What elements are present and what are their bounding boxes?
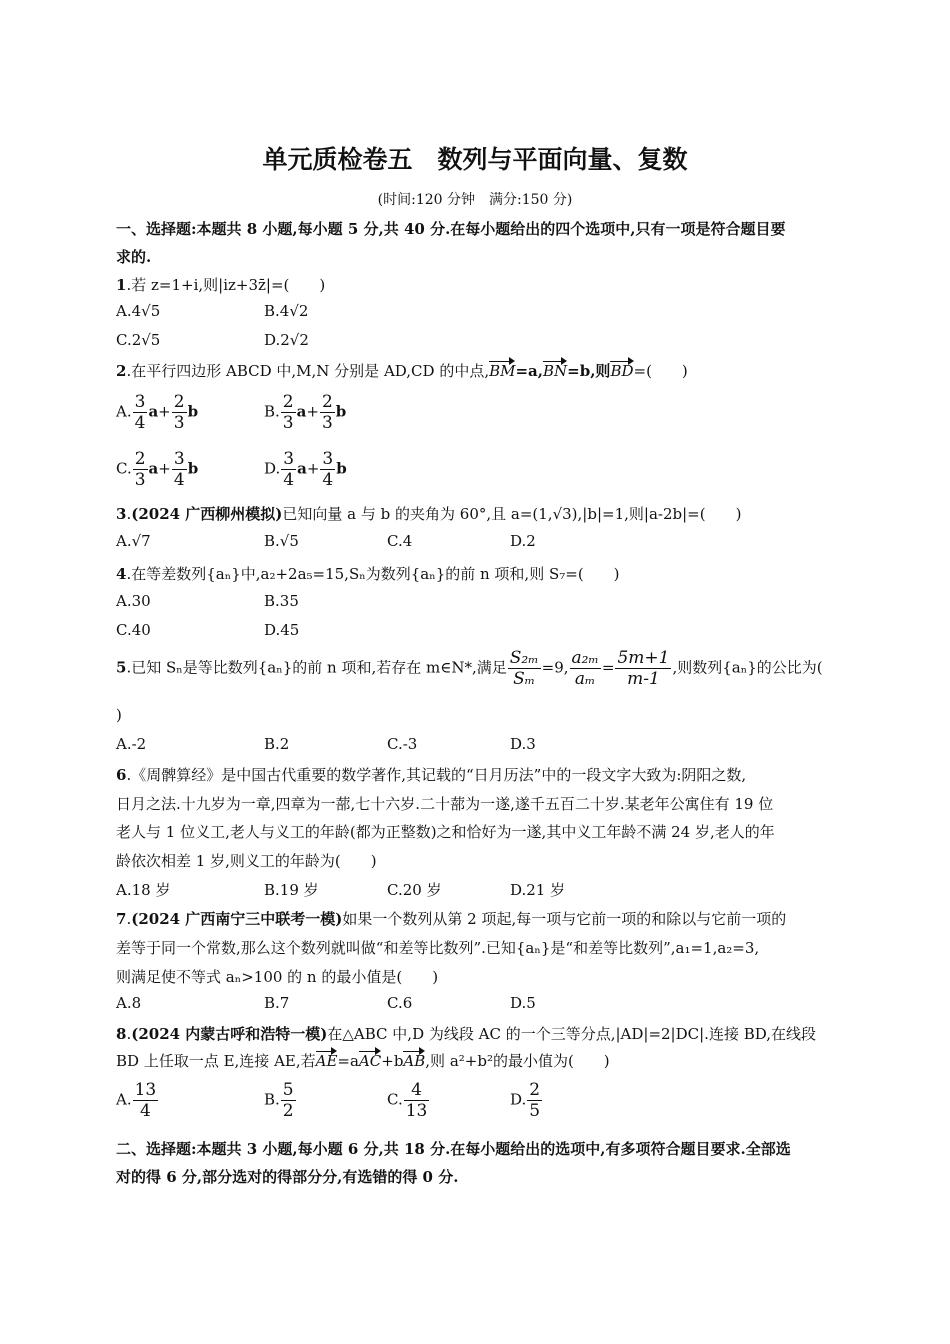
question-stem: 在△ABC 中,D 为线段 AC 的一个三等分点,|AD|=2|DC|.连接 BD,在线段 bbox=[327, 1025, 816, 1043]
option-a: A.4√5 bbox=[116, 302, 161, 320]
numerator: 2 bbox=[134, 449, 146, 469]
question-stem: 在等差数列{aₙ}中,a₂+2a₅=15,Sₙ为数列{aₙ}的前 n 项和,则 S₇=( ) bbox=[131, 565, 620, 583]
fraction bbox=[320, 449, 335, 490]
question-7-line2: 差等于同一个常数,那么这个数列就叫做“和差等比数列”.已知{aₙ}是“和差等比数列”,a₁=1,a₂=3, bbox=[116, 939, 760, 957]
exam-info: (时间:120 分钟 满分:150 分) bbox=[377, 192, 573, 208]
question-6: 6.《周髀算经》是中国古代重要的数学著作,其记载的“日月历法”中的一段文字大致为:阴阳之数, bbox=[116, 766, 747, 784]
numerator: 3 bbox=[134, 392, 146, 412]
option-d: D.2 bbox=[510, 532, 536, 550]
plus: + bbox=[158, 402, 171, 421]
stem-part: ,则数列{aₙ}的公比为( bbox=[672, 658, 823, 677]
option-c bbox=[387, 1080, 430, 1121]
question-7-line3: 则满足使不等式 aₙ>100 的 n 的最小值是( ) bbox=[116, 968, 439, 986]
option-b: B.35 bbox=[264, 592, 299, 610]
question-number: 8 bbox=[116, 1025, 127, 1043]
vector-b: b bbox=[187, 402, 199, 421]
fraction bbox=[404, 1080, 430, 1121]
fraction bbox=[320, 392, 335, 433]
denominator: aₘ bbox=[574, 669, 596, 689]
question-stem: 已知 Sₙ是等比数列{aₙ}的前 n 项和,若存在 m∈N*,满足 bbox=[131, 658, 507, 677]
vector-b: b bbox=[336, 459, 347, 478]
numerator: 4 bbox=[404, 1080, 430, 1101]
option-a: A.30 bbox=[116, 592, 151, 610]
question-6-line2: 日月之法.十九岁为一章,四章为一蔀,七十六岁.二十蔀为一遂,遂千五百二十岁.某老年公寓住有 19 位 bbox=[116, 795, 774, 813]
option-label: C. bbox=[116, 459, 132, 478]
fraction bbox=[133, 1080, 159, 1121]
section2-heading: 二、选择题:本题共 3 小题,每小题 6 分,共 18 分.在每小题给出的选项中,有多项符合题目要求.全部选 bbox=[116, 1140, 791, 1158]
option-a: A.8 bbox=[116, 994, 142, 1012]
fraction bbox=[615, 648, 671, 689]
question-stem: 如果一个数列从第 2 项起,每一项与它前一项的和除以与它前一项的 bbox=[342, 910, 787, 928]
denominator: 4 bbox=[283, 470, 295, 490]
numerator: 2 bbox=[173, 392, 185, 412]
question-8: 8.(2024 内蒙古呼和浩特一模)在△ABC 中,D 为线段 AC 的一个三等分点,|AD|=2|DC|.连接 BD,在线段 bbox=[116, 1025, 816, 1043]
option-c: C.40 bbox=[116, 621, 151, 639]
fraction bbox=[281, 392, 296, 433]
question-source: (2024 广西柳州模拟) bbox=[131, 505, 283, 523]
numerator: 2 bbox=[282, 392, 294, 412]
section1-heading-cont: 求的. bbox=[116, 248, 152, 266]
vector-a: a bbox=[297, 459, 307, 478]
option-a: A.-2 bbox=[116, 735, 147, 753]
option-b: B.√5 bbox=[264, 532, 299, 550]
question-number: 1 bbox=[116, 276, 127, 294]
question-6-line4: 龄依次相差 1 岁,则义工的年龄为( ) bbox=[116, 852, 377, 870]
option-label: B. bbox=[264, 1090, 280, 1109]
option-c: C.2√5 bbox=[116, 331, 161, 349]
stem-part: BD 上任取一点 E,连接 AE,若 bbox=[116, 1052, 316, 1070]
vector-a: a bbox=[148, 459, 159, 478]
option-d bbox=[264, 449, 347, 490]
denominator: Sₘ bbox=[513, 669, 536, 689]
question-number: 2 bbox=[116, 362, 127, 380]
vector-b: b bbox=[335, 402, 347, 421]
option-a: A.18 岁 bbox=[116, 881, 171, 899]
fraction bbox=[508, 648, 541, 689]
section1-heading: 一、选择题:本题共 8 小题,每小题 5 分,共 40 分.在每小题给出的四个选项中,只有一项是符合题目要 bbox=[116, 220, 786, 238]
question-5: 5.已知 Sₙ是等比数列{aₙ}的前 n 项和,若存在 m∈N*,满足 $\frac{\text{S₂ₘ}}{\text{Sₘ}}$ =9, $\frac{\text{a₂ₘ}}{\text{aₘ}}$ = $\frac{5m+1}{m-1}$ ,则数列{aₙ}的公比为( bbox=[116, 648, 823, 689]
denominator: 5 bbox=[529, 1101, 541, 1121]
numerator: 3 bbox=[283, 449, 295, 469]
question-1: 1.若 z=1+i,则|iz+3z̄|=( ) bbox=[116, 276, 326, 294]
fraction bbox=[281, 1080, 296, 1121]
denominator: 3 bbox=[134, 470, 146, 490]
numerator: 2 bbox=[529, 1080, 541, 1100]
stem-part: =a, bbox=[515, 362, 543, 380]
question-stem: 若 z=1+i,则|iz+3z̄|=( ) bbox=[131, 276, 326, 294]
numerator: S₂ₘ bbox=[509, 648, 539, 668]
stem-part: =b,则 bbox=[567, 362, 611, 380]
vector-ae: AE bbox=[315, 1052, 338, 1070]
denominator: 13 bbox=[405, 1101, 428, 1121]
option-b: B.2 bbox=[264, 735, 290, 753]
stem-part: = bbox=[601, 658, 615, 677]
option-label: C. bbox=[387, 1090, 403, 1109]
option-c: C.4 bbox=[387, 532, 413, 550]
question-2: 2.在平行四边形 ABCD 中,M,N 分别是 AD,CD 的中点,BM=a,BN=b,则BD=( ) bbox=[116, 362, 688, 380]
plus: + bbox=[158, 459, 171, 478]
fraction bbox=[527, 1080, 542, 1121]
option-label: B. bbox=[264, 402, 280, 421]
section2-heading-cont: 对的得 6 分,部分选对的得部分分,有选错的得 0 分. bbox=[116, 1168, 459, 1186]
question-3: 3.(2024 广西柳州模拟)已知向量 a 与 b 的夹角为 60°,且 a=(1,√3),|b|=1,则|a-2b|=( ) bbox=[116, 505, 742, 523]
page-title: 单元质检卷五 数列与平面向量、复数 bbox=[262, 145, 688, 174]
question-number: 5 bbox=[116, 658, 127, 677]
numerator: 5m+1 bbox=[617, 648, 670, 668]
option-a bbox=[116, 392, 198, 433]
question-number: 6 bbox=[116, 766, 127, 784]
question-number: 3 bbox=[116, 505, 127, 523]
denominator: 3 bbox=[173, 413, 185, 433]
question-source: (2024 广西南宁三中联考一模) bbox=[131, 910, 343, 928]
option-c bbox=[116, 449, 198, 490]
vector-b: b bbox=[187, 459, 199, 478]
option-a bbox=[116, 1080, 159, 1121]
option-a: A.√7 bbox=[116, 532, 151, 550]
question-stem: 在平行四边形 ABCD 中,M,N 分别是 AD,CD 的中点, bbox=[131, 362, 490, 380]
option-d: D.21 岁 bbox=[510, 881, 566, 899]
vector-bd: BD bbox=[610, 362, 634, 380]
fraction bbox=[172, 392, 187, 433]
denominator: m-1 bbox=[627, 669, 660, 689]
numerator: 13 bbox=[134, 1080, 157, 1100]
question-4: 4.在等差数列{aₙ}中,a₂+2a₅=15,Sₙ为数列{aₙ}的前 n 项和,则 S₇=( ) bbox=[116, 565, 620, 583]
denominator: 3 bbox=[321, 413, 333, 433]
option-d: D.5 bbox=[510, 994, 536, 1012]
question-8-line2 bbox=[116, 1050, 610, 1071]
vector-ac: AC bbox=[358, 1052, 382, 1070]
option-b bbox=[264, 1080, 297, 1121]
question-5-cont: ) bbox=[116, 706, 122, 724]
option-c: C.-3 bbox=[387, 735, 418, 753]
stem-part: =9, bbox=[541, 658, 569, 677]
option-label: D. bbox=[510, 1090, 527, 1109]
option-d bbox=[510, 1080, 543, 1121]
option-label: A. bbox=[116, 402, 132, 421]
denominator: 4 bbox=[140, 1101, 151, 1121]
question-6-line3: 老人与 1 位义工,老人与义工的年龄(都为正整数)之和恰好为一遂,其中义工年龄不满 24 岁,老人的年 bbox=[116, 823, 775, 841]
vector-bm: BM bbox=[489, 362, 516, 380]
option-label: A. bbox=[116, 1090, 132, 1109]
option-label: D. bbox=[264, 459, 281, 478]
stem-part: =( ) bbox=[633, 362, 688, 380]
fraction bbox=[172, 449, 187, 490]
numerator: 2 bbox=[321, 392, 333, 412]
denominator: 4 bbox=[173, 470, 185, 490]
plus: + bbox=[306, 402, 319, 421]
option-d: D.45 bbox=[264, 621, 300, 639]
option-d: D.3 bbox=[510, 735, 536, 753]
option-b bbox=[264, 392, 346, 433]
numerator: 5 bbox=[282, 1080, 294, 1100]
denominator: 3 bbox=[282, 413, 294, 433]
numerator: a₂ₘ bbox=[571, 648, 599, 668]
vector-bn: BN bbox=[543, 362, 568, 380]
fraction bbox=[570, 648, 601, 689]
denominator: 4 bbox=[134, 413, 146, 433]
vector-a: a bbox=[148, 402, 159, 421]
denominator: 4 bbox=[322, 470, 334, 490]
stem-part: +b bbox=[381, 1052, 404, 1070]
question-stem: 已知向量 a 与 b 的夹角为 60°,且 a=(1,√3),|b|=1,则|a-2b|=( ) bbox=[282, 505, 742, 523]
plus: + bbox=[306, 459, 320, 478]
fraction bbox=[281, 449, 296, 490]
stem-part: =a bbox=[337, 1052, 359, 1070]
option-b: B.7 bbox=[264, 994, 290, 1012]
fraction bbox=[133, 392, 148, 433]
option-b: B.19 岁 bbox=[264, 881, 319, 899]
option-c: C.20 岁 bbox=[387, 881, 442, 899]
numerator: 3 bbox=[173, 449, 185, 469]
question-number: 4 bbox=[116, 565, 127, 583]
option-d: D.2√2 bbox=[264, 331, 309, 349]
question-stem: 《周髀算经》是中国古代重要的数学著作,其记载的“日月历法”中的一段文字大致为:阴阳之数, bbox=[131, 766, 747, 784]
numerator: 3 bbox=[322, 449, 334, 469]
fraction bbox=[133, 449, 148, 490]
vector-ab: AB bbox=[403, 1052, 426, 1070]
question-number: 7 bbox=[116, 910, 127, 928]
option-c: C.6 bbox=[387, 994, 413, 1012]
stem-part: ,则 a²+b²的最小值为( ) bbox=[425, 1052, 610, 1070]
question-7: 7.(2024 广西南宁三中联考一模)如果一个数列从第 2 项起,每一项与它前一项的和除以与它前一项的 bbox=[116, 910, 787, 928]
question-source: (2024 内蒙古呼和浩特一模) bbox=[131, 1025, 328, 1043]
vector-a: a bbox=[296, 402, 307, 421]
option-b: B.4√2 bbox=[264, 302, 309, 320]
denominator: 2 bbox=[282, 1101, 294, 1121]
